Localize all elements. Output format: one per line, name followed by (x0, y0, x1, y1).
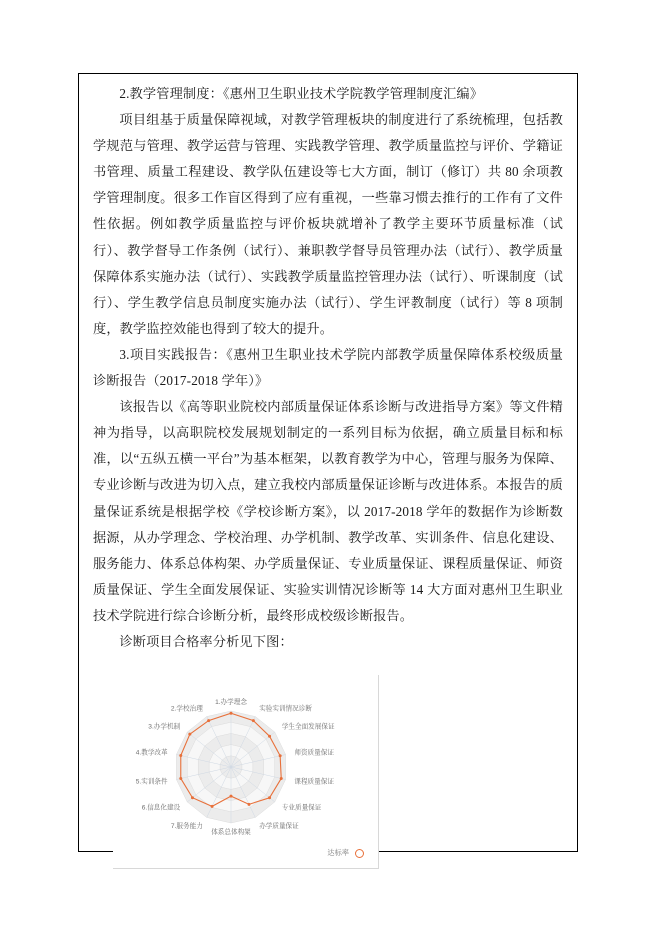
svg-text:1.办学理念: 1.办学理念 (215, 699, 247, 707)
svg-text:4.教学改革: 4.教学改革 (135, 749, 168, 757)
paragraph-practice-report-title: 3.项目实践报告：《惠州卫生职业技术学院内部教学质量保障体系校级质量诊断报告（2017-2018 学年）》 (93, 346, 563, 389)
svg-text:6.信息化建设: 6.信息化建设 (141, 804, 181, 812)
svg-text:办学质量保证: 办学质量保证 (259, 822, 299, 830)
paragraph-chart-caption: 诊断项目合格率分析见下图： (119, 633, 293, 649)
svg-text:2.学校治理: 2.学校治理 (170, 705, 203, 713)
svg-text:课程质量保证: 课程质量保证 (294, 778, 334, 786)
document-body (93, 81, 563, 875)
radar-chart-card (113, 675, 379, 869)
paragraph-teaching-management-body: 项目组基于质量保障视域，对教学管理板块的制度进行了系统梳理，包括教学规范与管理、教学运营与管理、实践教学管理、教学质量监控与评价、学籍证书管理、质量工程建设、教学队伍建设等七大方面，制订（修订）共 80 余项教学管理制度。很多工作盲区得到了应有重视，一些靠习惯去推行的工作有了文件性依据。例如教学质量监控与评价板块就增补了教学主要环节质量标准（试行）、教学督导工作条例（试行）、兼职教学督导员管理办法（试行）、教学质量保障体系实施办法（试行）、实践教学质量监控管理办法（试行）、听课制度（试行）、学生教学信息员制度实施办法（试行）、学生评教制度（试行）等 8 项制度，教学监控效能也得到了较大的提升。 (93, 112, 563, 336)
svg-text:专业质量保证: 专业质量保证 (281, 804, 322, 812)
legend-label: 达标率 (327, 848, 349, 858)
svg-text:体系总体构架: 体系总体构架 (211, 829, 251, 837)
radar-chart (113, 675, 379, 869)
paragraph-teaching-management-title: 2.教学管理制度：《惠州卫生职业技术学院教学管理制度汇编》 (119, 86, 484, 101)
svg-text:3.办学机制: 3.办学机制 (148, 723, 181, 731)
document-content-frame (78, 73, 578, 858)
svg-text:学生全面发展保证: 学生全面发展保证 (281, 723, 335, 731)
legend-circle-icon (355, 849, 364, 858)
chart-legend (327, 848, 364, 858)
svg-text:实验实训情况诊断: 实验实训情况诊断 (259, 705, 312, 713)
svg-text:7.服务能力: 7.服务能力 (170, 822, 203, 830)
svg-text:师资质量保证: 师资质量保证 (294, 749, 334, 757)
paragraph-practice-report-body: 该报告以《高等职业院校内部质量保证体系诊断与改进指导方案》等文件精神为指导，以高职院校发展规划制定的一系列目标为依据，确立质量目标和标准，以“五纵五横一平台”为基本框架，以教育教学为中心，管理与服务为保障、专业诊断与改进为切入点，建立我校内部质量保证诊断与改进体系。本报告的质量保证系统是根据学校《学校诊断方案》，以 2017-2018 学年的数据作为诊断数据源，从办学理念、学校治理、办学机制、教学改革、实训条件、信息化建设、服务能力、体系总体构架、办学质量保证、专业质量保证、课程质量保证、师资质量保证、学生全面发展保证、实验实训情况诊断等 14 大方面对惠州卫生职业技术学院进行综合诊断分析，最终形成校级诊断报告。 (93, 399, 563, 623)
radar-chart-block (93, 675, 563, 875)
svg-text:5.实训条件: 5.实训条件 (135, 778, 168, 786)
